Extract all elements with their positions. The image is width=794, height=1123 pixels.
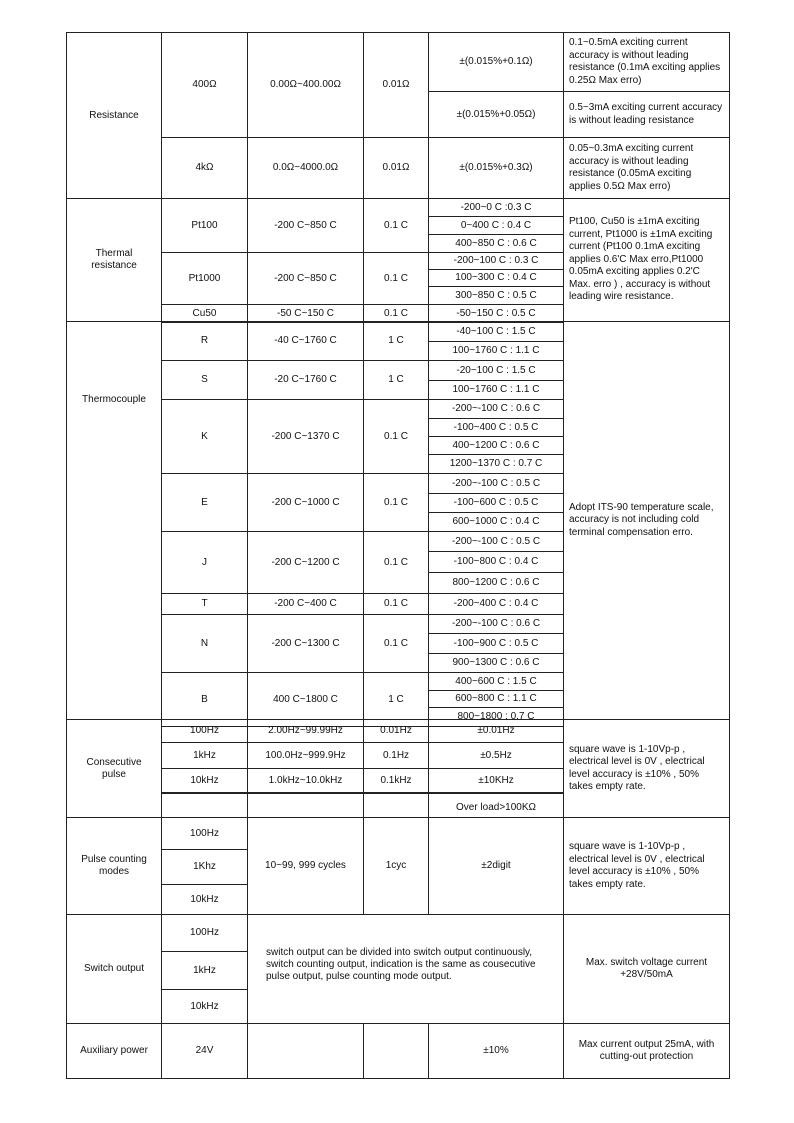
- range-cell: 1kHz: [161, 742, 248, 769]
- type-cell: Pt1000: [161, 252, 248, 305]
- span-cell: -200 C~1200 C: [247, 531, 364, 594]
- accuracy-cell: 300~850 C : 0.5 C: [428, 286, 564, 305]
- span-cell: 2.00Hz~99.99Hz: [247, 719, 364, 743]
- empty-cell: [247, 1023, 364, 1079]
- resolution-cell: 0.01Ω: [363, 32, 429, 138]
- resolution-cell: 0.01Ω: [363, 137, 429, 199]
- resolution-cell: 1 C: [363, 360, 429, 400]
- type-cell: N: [161, 614, 248, 673]
- switch-description: switch output can be divided into switch output continuously, switch counting output, indication is the same as cousecutive pulse output, pulse counting mode output.: [247, 914, 564, 1024]
- accuracy-cell: 0~400 C : 0.4 C: [428, 216, 564, 235]
- type-cell: T: [161, 593, 248, 615]
- range-cell: 10kHz: [161, 989, 248, 1024]
- resolution-cell: 0.1 C: [363, 531, 429, 594]
- range-cell: 1kHz: [161, 951, 248, 990]
- resolution-cell: 0.1 C: [363, 399, 429, 474]
- type-cell: B: [161, 672, 248, 727]
- accuracy-cell: ±(0.015%+0.3Ω): [428, 137, 564, 199]
- accuracy-cell: ±10KHz: [428, 768, 564, 794]
- type-cell: Pt100: [161, 198, 248, 253]
- accuracy-cell: 400~850 C : 0.6 C: [428, 234, 564, 253]
- span-cell: 400 C~1800 C: [247, 672, 364, 727]
- span-cell: -200 C~1300 C: [247, 614, 364, 673]
- span-cell: -200 C~850 C: [247, 198, 364, 253]
- accuracy-cell: -200~100 C : 0.3 C: [428, 252, 564, 270]
- note-cell: 0.05~0.3mA exciting current accuracy is without leading resistance (0.05mA exciting applies 0.5Ω Max erro): [563, 137, 730, 199]
- accuracy-cell: -100~600 C : 0.5 C: [428, 493, 564, 513]
- type-cell: S: [161, 360, 248, 400]
- thermal-label: Thermal resistance: [66, 198, 162, 322]
- span-cell: -40 C~1760 C: [247, 321, 364, 361]
- aux-label: Auxiliary power: [66, 1023, 162, 1079]
- accuracy-cell: ±(0.015%+0.05Ω): [428, 91, 564, 138]
- range-cell: 10kHz: [161, 884, 248, 915]
- accuracy-cell: -20~100 C : 1.5 C: [428, 360, 564, 381]
- accuracy-cell: 600~800 C : 1.1 C: [428, 690, 564, 708]
- type-cell: E: [161, 473, 248, 532]
- accuracy-cell: -200~400 C : 0.4 C: [428, 593, 564, 615]
- accuracy-cell: 400~1200 C : 0.6 C: [428, 436, 564, 455]
- empty-cell: [363, 1023, 429, 1079]
- resolution-cell: 1cyc: [363, 817, 429, 915]
- span-cell: 0.0Ω~4000.0Ω: [247, 137, 364, 199]
- empty-cell: [161, 792, 248, 818]
- span-cell: -200 C~400 C: [247, 593, 364, 615]
- counting-label: Pulse counting modes: [66, 817, 162, 915]
- span-cell: 0.00Ω~400.00Ω: [247, 32, 364, 138]
- thermocouple-note: Adopt ITS-90 temperature scale, accuracy is not including cold terminal compensation erro.: [563, 321, 730, 720]
- accuracy-cell: -100~800 C : 0.4 C: [428, 551, 564, 573]
- resolution-cell: 1 C: [363, 672, 429, 727]
- accuracy-cell: 800~1200 C : 0.6 C: [428, 572, 564, 594]
- range-cell: 400Ω: [161, 32, 248, 138]
- thermal-note: Pt100, Cu50 is ±1mA exciting current, Pt1000 is ±1mA exciting current (Pt100 0.1mA exciting applies 0.6'C Max erro,Pt1000 0.05mA exciting applies 0.2'C Max. erro ) , accuracy is without leading wire resistance.: [563, 198, 730, 322]
- accuracy-cell: -40~100 C : 1.5 C: [428, 321, 564, 342]
- accuracy-cell: 400~600 C : 1.5 C: [428, 672, 564, 691]
- note-cell: 0.1~0.5mA exciting current accuracy is without leading resistance (0.1mA exciting applies 0.25Ω Max erro): [563, 32, 730, 92]
- span-cell: -20 C~1760 C: [247, 360, 364, 400]
- span-cell: -200 C~1370 C: [247, 399, 364, 474]
- empty-cell: [363, 792, 429, 818]
- range-cell: 100Hz: [161, 817, 248, 850]
- range-cell: 100Hz: [161, 914, 248, 952]
- accuracy-cell: -200~-100 C : 0.5 C: [428, 473, 564, 494]
- range-cell: 1Khz: [161, 849, 248, 885]
- span-cell: -200 C~850 C: [247, 252, 364, 305]
- resistance-label: Resistance: [66, 32, 162, 199]
- resolution-cell: 0.1 C: [363, 473, 429, 532]
- span-cell: 100.0Hz~999.9Hz: [247, 742, 364, 769]
- resolution-cell: 0.1 C: [363, 614, 429, 673]
- resolution-cell: 1 C: [363, 321, 429, 361]
- accuracy-cell: -200~-100 C : 0.6 C: [428, 614, 564, 634]
- type-cell: Cu50: [161, 304, 248, 323]
- accuracy-cell: 900~1300 C : 0.6 C: [428, 653, 564, 673]
- resolution-cell: 0.1 C: [363, 304, 429, 323]
- accuracy-cell: 600~1000 C : 0.4 C: [428, 512, 564, 532]
- accuracy-cell: 1200~1370 C : 0.7 C: [428, 454, 564, 474]
- resolution-cell: 0.01Hz: [363, 719, 429, 743]
- accuracy-cell: ±(0.015%+0.1Ω): [428, 32, 564, 92]
- aux-note: Max current output 25mA, with cutting-out protection: [563, 1023, 730, 1079]
- spec-table: [66, 32, 730, 1079]
- consecutive-note: square wave is 1-10Vp-p , electrical level is 0V , electrical level accuracy is ±10% , 50% takes empty rate.: [563, 719, 730, 818]
- resolution-cell: 0.1 C: [363, 593, 429, 615]
- accuracy-cell: 100~1760 C : 1.1 C: [428, 380, 564, 400]
- empty-cell: [247, 792, 364, 818]
- note-cell: 0.5~3mA exciting current accuracy is without leading resistance: [563, 91, 730, 138]
- accuracy-cell: 800~1800 : 0.7 C: [428, 707, 564, 727]
- resolution-cell: 0.1 C: [363, 252, 429, 305]
- range-cell: 100Hz: [161, 719, 248, 743]
- accuracy-cell: 100~1760 C : 1.1 C: [428, 341, 564, 361]
- thermocouple-label: Thermocouple: [66, 321, 162, 720]
- counting-note: square wave is 1-10Vp-p , electrical level is 0V , electrical level accuracy is ±10% , 50% takes empty rate.: [563, 817, 730, 915]
- accuracy-cell: -200~-100 C : 0.5 C: [428, 531, 564, 552]
- accuracy-cell: ±10%: [428, 1023, 564, 1079]
- accuracy-cell: -200~-100 C : 0.6 C: [428, 399, 564, 419]
- switch-note: Max. switch voltage current +28V/50mA: [563, 914, 730, 1024]
- span-cell: 10~99, 999 cycles: [247, 817, 364, 915]
- span-cell: -200 C~1000 C: [247, 473, 364, 532]
- range-cell: 4kΩ: [161, 137, 248, 199]
- accuracy-cell: ±0.01Hz: [428, 719, 564, 743]
- switch-label: Switch output: [66, 914, 162, 1024]
- type-cell: R: [161, 321, 248, 361]
- accuracy-cell: 100~300 C : 0.4 C: [428, 269, 564, 287]
- overload-cell: Over load>100KΩ: [428, 792, 564, 818]
- span-cell: 1.0kHz~10.0kHz: [247, 768, 364, 794]
- resolution-cell: 0.1Hz: [363, 742, 429, 769]
- range-cell: 24V: [161, 1023, 248, 1079]
- resolution-cell: 0.1kHz: [363, 768, 429, 794]
- span-cell: -50 C~150 C: [247, 304, 364, 323]
- accuracy-cell: -100~400 C : 0.5 C: [428, 418, 564, 437]
- accuracy-cell: ±0.5Hz: [428, 742, 564, 769]
- accuracy-cell: ±2digit: [428, 817, 564, 915]
- accuracy-cell: -50~150 C : 0.5 C: [428, 304, 564, 323]
- type-cell: K: [161, 399, 248, 474]
- consecutive-label: Consecutive pulse: [66, 719, 162, 818]
- range-cell: 10kHz: [161, 768, 248, 794]
- type-cell: J: [161, 531, 248, 594]
- accuracy-cell: -100~900 C : 0.5 C: [428, 633, 564, 654]
- resolution-cell: 0.1 C: [363, 198, 429, 253]
- accuracy-cell: -200~0 C :0.3 C: [428, 198, 564, 217]
